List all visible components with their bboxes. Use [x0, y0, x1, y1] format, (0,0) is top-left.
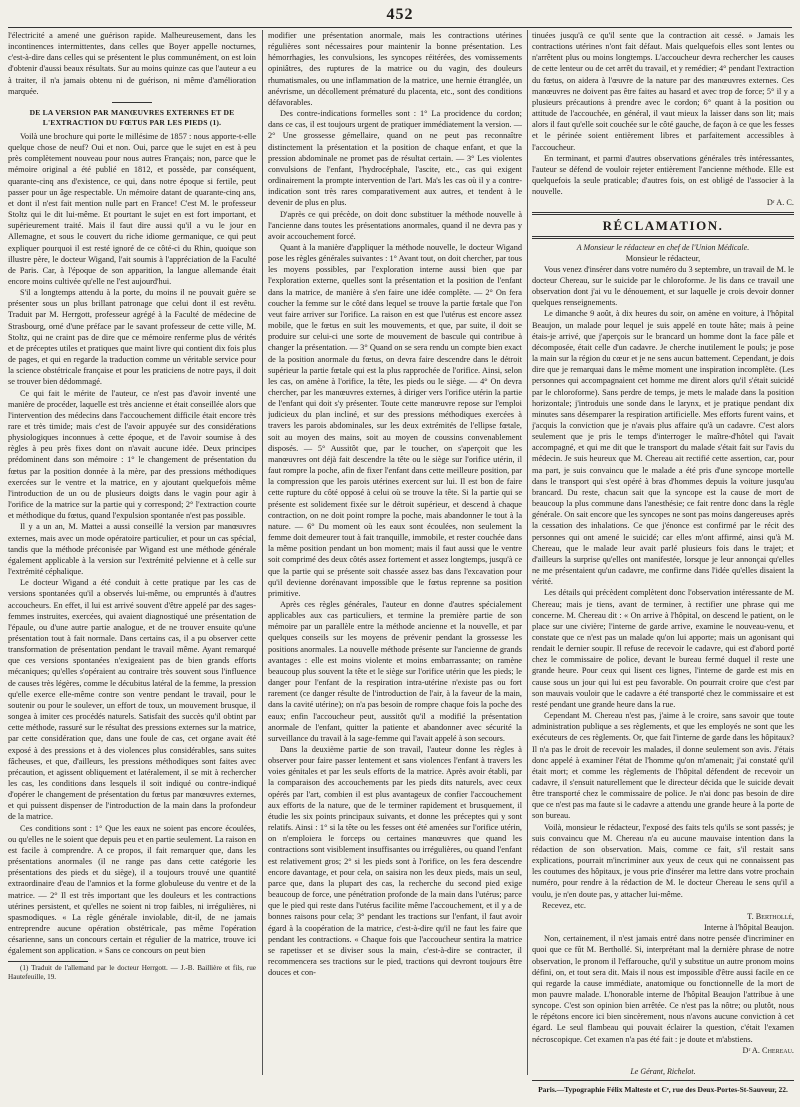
page-number: 452 [386, 6, 414, 23]
printer-imprint: Paris.—Typographie Félix Malteste et Cᵉ, rue des Deux-Portes-St-Sauveur, 22. [538, 1085, 788, 1094]
paragraph: Les détails qui précèdent complètent donc l'observation intéressante de M. Chereau; mais je tiens, avant de terminer, à rectifier une phrase qui me concerne. M. Chereau dit : « On arrive à l'hôpital, on descend le patient, on le place sur une civière; l'interne de garde arrive, examine le nouveau-venu, et constate que ce n'est pas un malade qu'on lui apporte; mais un agonisant qui rendait le dernier soupir. Il refuse de recevoir le cadavre, qui est d'abord porté chez le commissaire de police, devant le bureau fermé duquel il reste une grande heure. Pour ceux qui lisent ces lignes, l'interne de garde est mis en cause sous un jour qui lui est peu favorable. On pourrait croire que c'est par son mauvais vouloir que le cadavre a été transporté chez le commissaire et est resté pendant une grande heure dans la rue. [532, 588, 794, 709]
header-rule [8, 27, 792, 28]
paragraph: Quant à la manière d'appliquer la méthode nouvelle, le docteur Wigand pose les règles générales suivantes : 1° Avant tout, on doit chercher, par tous les moyens possibles, par l'exploration interne aussi bien que par l'exploration externe, quelles sont la présentation et la position de l'enfant dans la matrice, de manière à s'en faire une idée complète. — 2° On fera coucher la femme sur le côté dans lequel se trouve la partie fœtale que l'on veut faire arriver sur l'orifice. La raison en est que l'utérus est encore assez mobile, que le fœtus en suit les mouvements, et que, par suite, il doit se produire sur celui-ci une sorte de mouvement de bascule qui contribue à changer la présentation. — 3° Quand on se sera rendu un compte bien exact de la position anormale du fœtus, on devra faire descendre dans le détroit supérieur la partie fœtale qui est la plus rapprochée de l'orifice. Ainsi, selon les cas, on amène à l'orifice, la tête, les pieds ou le siège. — 4° On devra chercher, par les manœuvres externes, à diriger vers l'orifice utérin la partie de l'enfant qui doit s'y présenter. Toute cette manœuvre repose sur l'emploi judicieux du plan incliné, et sur des pressions méthodiques exercées à travers les parois abdominales, sur les deux extrémités de l'ellipse fœtale, soit au moyen des mains, soit au moyen de coussins convenablement disposés. — 5° Aussitôt que, par le toucher, on s'aperçoit que les manœuvres ont déjà fait descendre la tête ou le siège sur l'orifice utérin, il faut rompre la poche, afin de fixer l'enfant dans cette meilleure position, par la compression que les parois utérines exercent sur lui. Il est bon de faire cette rupture du côté opposé à celui où se trouve la tête. Si la partie qui se présente est solidement fixée sur le détroit supérieur, et descend à chaque contraction, on ne doit point rompre la poche, mais abandonner le tout à la nature. — 6° Du moment où les eaux sont écoulées, non seulement la femme doit demeurer tout à fait tranquille, immobile, et rester couchée dans la même position pendant un bon moment; mais il faut aussi que le ventre soit comprimé des deux côtés assez fortement et assez longtemps, jusqu'à ce que la partie qui se présente soit chassée assez bas dans l'excavation pour qu'il devienne dorénavant impossible que le fœtus reprenne sa position primitive. [268, 242, 522, 598]
paragraph: Après ces règles générales, l'auteur en donne d'autres spécialement applicables aux cas particuliers, et termine la première partie de son mémoire par un parallèle entre la méthode ancienne et la nouvelle, et par quelques conseils sur les moyens de prévenir pendant la grossesse les positions anormales. La nouvelle méthode présente sur l'ancienne de grands avantages : elle est moins violente et moins embarrassante; on ramène beaucoup plus souvent la tête et le siège sur l'orifice utérin que les pieds; le danger pour l'enfant de la respiration intra-utérine n'existe pas ou fort rarement (ce danger résulte de l'introduction de l'air, à la faveur de la main, dans la cavité utérine); on n'a pas besoin de rompre chaque fois la poche des eaux; enfin l'accoucheur peut, aussitôt qu'il a modifié la présentation anormale de l'enfant, quitter la patiente et abandonner avec sécurité la surveillance du travail à la sage-femme qui l'avait appelé à son secours. [268, 599, 522, 743]
gerant-line: Le Gérant, Richelot. [630, 1067, 696, 1076]
column-divider [262, 30, 263, 1075]
editor-signature: Dʳ A. Chereau. [742, 1045, 794, 1055]
paragraph: Cependant M. Chereau n'est pas, j'aime à le croire, sans savoir que toute administration publique a ses règlements, et que les employés ne sont que les exécuteurs de ces règlements. Or, que fait l'interne de garde dans les hôpitaux? Il n'a pas le droit de recevoir les malades, il donne seulement son avis. J'étais donc appelé à examiner l'état de l'homme qu'on m'amenait; j'ai constaté qu'il était mort; et comme les règlements de l'hôpital défendent de recevoir un cadavre, il s'ensuit naturellement que le directeur décida que le suicide devait être transporté chez le commissaire de police. Je n'ai donc pas besoin de dire que ce n'est pas ma faute si le cadavre a attendu une grande heure à la porte de son bureau. [532, 711, 794, 821]
paragraph: Voilà une brochure qui porte le millésime de 1857 : nous apporte-t-elle quelque chose de neuf? Oui et non. Oui, parce que le sujet en est à peu près complètement nouveau pour nous autres Français; non, parce que le mémoire original a été publié en 1812, et possède, par conséquent, quarante-cinq ans d'existence, ce qui, dans notre époque si fertile, peut passer pour un âge respectable. Un mémoire datant de quarante-cinq ans, et dont il n'est fait mention nulle part en France! C'est M. le professeur Stoltz qui le dit lui-même. Et pourtant le sujet en est fort important, et supérieurement traité. Mais il faut dire aussi qu'il a vu le jour en Allemagne, et sous le couvert du riche idiome germanique, ce qui peut expliquer pourquoi il est resté ignoré de ce côté-ci du Rhin, quoique son illustre père, le docteur Wigand, l'ait soumis à l'appréciation de la Faculté de Paris. Car, à l'époque de son apparition, la langue allemande était encore moins cultivée qu'elle ne l'est aujourd'hui. [8, 131, 256, 286]
paragraph: Dans la deuxième partie de son travail, l'auteur donne les règles à observer pour faire passer lentement et sans violences l'enfant à travers les voies génitales et par les seuls efforts de la matrice. Après avoir établi, par la comparaison des accouchements par les pieds dits naturels, avec ceux opérés par l'art, combien il est plus avantageux de confier l'accouchement aux efforts de la nature, que de le terminer rapidement et brusquement, il étudie les six points principaux suivants, et donne les préceptes qui y sont relatifs. Ainsi : 1° si la tête ou les fesses ont été amenées sur l'orifice utérin, on n'emploiera le forceps ou certaines manœuvres que quand les contractions sont visiblement insuffisantes ou irrégulières, ou quand l'enfant est relativement gros; 2° si les pieds sont à l'orifice, on les fera descendre encore davantage, et pour cela, on saisira non les deux pieds, mais un seul, parce que, dans la plupart des cas, la recherche du second pied exige beaucoup de force, une pénétration profonde de la main dans l'utérus; parce que le pied qui reste dans l'utérus facilite même l'accouchement, et il y a de bonnes raisons pour cela; 3° pendant les tractions sur l'enfant, il faut avoir égard à la coopération de la matrice, c'est-à-dire qu'il ne faut les faire que pendant les contractions. « Chaque fois que l'accoucheur sentira la matrice se rapetisser et se diviser sous la main, c'est-à-dire se contracter, il recommencera ses tractions sur le pied, tractions qui devront toujours être douces et con- [268, 745, 522, 978]
paragraph: En terminant, et parmi d'autres observations générales très intéressantes, l'auteur se défend de vouloir rejeter entièrement l'ancienne méthode. Elle est quelquefois la seule praticable; d'autres fois, on est obligé de l'associer à la nouvelle. [532, 153, 794, 197]
section-rule [112, 102, 152, 103]
letter-signature: T. Berthollé, [747, 911, 794, 921]
paragraph: tinuées jusqu'à ce qu'il sente que la contraction ait cessé. » Jamais les contractions utérines n'ont fait défaut. Mais quelquefois elles sont lentes ou n'arrêtent plus ou moins longtemps. L'accoucheur devra rechercher les causes de cette lenteur ou de cet arrêt du travail, et y remédier; 4° pendant l'extraction du fœtus, on aidera à l'œuvre de la nature par des manœuvres externes. Ces manœuvres ne doivent pas être faites au hasard et avec trop de force; 5° il y a plusieurs précautions à prendre avec le cordon; 6° quant à la position ou attitude de l'accouchée, en général, il vaut mieux la laisser dans son lit; mais alors il faut qu'elle soit couchée sur le côté gauche, de façon à ce que les fesses et le périnée soient entièrement libres et parfaitement accessibles à l'accoucheur. [532, 31, 794, 152]
paragraph: Des contre-indications formelles sont : 1° La procidence du cordon; dans ce cas, il est toujours urgent de pratiquer immédiatement la version. — 2° Une grossesse gémellaire, quand on ne peut pas reconnaître distinctement la présentation et la position de chaque enfant, et que la pression abdominale ne promet pas de résultat certain. — 3° Les violentes convulsions de l'enfant, l'hydrocéphale, l'ascite, etc., cas qui exigent ordinairement la prompte intervention de l'art. Ma's les cas où il y a contre-indication sont très rares comparativement aux autres, et tendent à le devenir de plus en plus. [268, 109, 522, 208]
paragraph: Il y a un an, M. Mattei a aussi conseillé la version par manœuvres externes, mais avec un mode opératoire particulier, et pour un cas spécial, tandis que la méthode préconisée par Wigand est une méthode générale également applicable à la version sur l'extrémité pelvienne et à celle sur l'extrémité céphalique. [8, 522, 256, 577]
letter-signature-title: Interne à l'hôpital Beaujon. [704, 923, 794, 933]
paragraph: l'électricité a amené une guérison rapide. Malheureusement, dans les incontinences intermittentes, dans celles que Boyer appelle nocturnes, c'est-à-dire dans celles qui se présentent le plus communément, on est loin d'obtenir d'aussi beaux résultats. Sur au moins quinze cas que l'auteur a eu à traiter, il n'a jamais obtenu ni de guérison, ni même d'amélioration marquée. [8, 31, 256, 96]
column-middle [268, 30, 522, 1075]
paragraph: Non, certainement, il n'est jamais entré dans notre pensée d'incriminer en quoi que ce fût M. Berthollé. Si, interprétant mal la dernière phrase de notre observation, le pronom il l'effarouche, qu'il y substitue un autre pronom moins défini, on, et tout sera dit. Mais il nous est impossible d'être aussi facile en ce qui regarde la cause immédiate, anatomique ou fonctionnelle de la mort de mon pauvre malade. L'honorable interne de l'hôpital Beaujon l'attribue à une syncope. C'est son opinion bien arrêtée. Ce n'est pas la nôtre; ou plutôt, nous le répétons encore ici bien sincèrement, nous n'avons aucune conviction à cet égard. Le seul flambeau qui pouvait éclairer la question, c'était l'examen nécroscopique. Cet examen n'a pas été fait : je doute et m'abstiens. [532, 934, 794, 1044]
letter-closing: Recevez, etc. [542, 900, 586, 910]
footnote: (1) Traduit de l'allemand par le docteur Herrgott. — J.-B. Baillière et fils, rue Hautefeuille, 19. [8, 963, 256, 981]
letter-salutation: Monsieur le rédacteur, [625, 253, 701, 263]
paragraph: Le dimanche 9 août, à dix heures du soir, on amène en voiture, à l'hôpital Beaujon, un malade pour lequel je suis appelé en toute hâte; mais à peine étais-je arrivé, que j'aperçois sur le brancard un homme dont la face pâle et décomposée, était celle d'un cadavre. Je cherche inutilement le pouls; je pose la main sur la région du cœur et je ne sens aucun battement. Cependant, je dois dire que je remarquai dans le même moment une inspiration incomplète. (Les personnes qui accompagnaient cet homme me dirent alors qu'il s'était suicidé par le chloroforme). Sans perdre de temps, je mets le malade dans la position horizontale; j'introduis une sonde dans le larynx, et je pratique pendant dix minutes sans désemparer la respiration artificielle. Mes efforts furent vains, et j'acquis la conviction que je n'avais plus affaire qu'à un cadavre. C'est alors seulement que je pris le temps d'interroger le maître-d'hôtel qui l'avait accompagné, et qui me dit que le transport du malade s'était fait sur l'avis du médecin. Je suis heureux que M. Chereau ait rectifié cette assertion, car, pour ma part, je suis convaincu que le malade a été pris d'une syncope mortelle dans le transport qui s'est opéré à bras d'hommes depuis la voiture jusqu'au brancard. Du reste, chacun sait que la syncope est la cause de mort de beaucoup la plus commune dans l'anesthésie; ce fait rentre donc dans la règle générale. On sait encore que les syncopes ne sont pas moins dangereuses après la cessation des inhalations. Ce que j'énonce est confirmé par le récit des personnes qui ont amené le suicidé; car elles m'ont affirmé, ainsi qu'à M. Chereau, que le malade leur avait parlé plusieurs fois dans le trajet; et d'ailleurs la surprise qu'elles ont manifestée, lorsque je leur annonçai qu'elles ne me présentaient qu'un cadavre, me confirme dans l'idée qu'elles disaient la vérité. [532, 309, 794, 587]
article-signature: Dʳ A. C. [766, 198, 794, 208]
paragraph: S'il a longtemps attendu à la porte, du moins il ne pouvait guère se présenter sous un plus brillant patronage que celui dont il est revêtu. Traduit par M. Herrgott, professeur agrégé à la Faculté de médecine de Strasbourg, orné d'une préface par le savant professeur de cette ville, M. Stoltz, qui ne craint pas de dire que ce mémoire renferme plus de vérités et de préceptes utiles et pratiques que maint livre qui contient dix fois plus de pages, et qui en regarde la traduction comme un véritable service pour la science obstétricale française et pour les praticiens de notre pays, il doit se trouver bien dédommagé. [8, 288, 256, 387]
section-rule [532, 236, 794, 239]
paragraph: Le docteur Wigand a été conduit à cette pratique par les cas de versions spontanées qu'il a observés lui-même, ou empruntés à d'autres accoucheurs. En effet, il lui est arrivé souvent d'être appelé par des sages-femmes instruites, exercées, qui avaient diagnostiqué une présentation de l'épaule, ou d'une autre partie analogue, et de ne trouver ensuite qu'une présentation tout à fait normale. Dans certains cas, il a pu observer cette transformation de présentation pendant le travail même. Ayant remarqué que ces versions spontanées n'exigeaient pas de bien grands efforts mécaniques; qu'elles s'opéraient au contraire très souvent sous l'influence de causes très légères, comme le décubitus latéral de la femme, la pression qu'elle exerce elle-même contre son ventre pendant le travail, pour le soutenir ou pour le soulever, un effort de toux, un mouvement brusque, il songea à imiter ces procédés naturels. Satisfait des succès qu'il obtint par cette méthode, rassuré sur le résultat des pressions externes sur la matrice, par cette considération que, dans une foule de cas, cet organe avait été exposé à des pressions et à des violences plus considérables, sans suites fâcheuses, et que, d'ailleurs, les pressions méthodiques sont faites avec précaution, et agissent obliquement et latéralement, il se mit à rechercher les cas, les conditions dans lesquels il soit indiqué ou contre-indiqué d'opérer le changement de présentation du fœtus par manœuvres externes, et qui puissent dispenser de l'introduction de la main dans la profondeur de la matrice. [8, 578, 256, 822]
article-heading: DE LA VERSION PAR MANŒUVRES EXTERNES ET DE L'EXTRACTION DU FŒTUS PAR LES PIEDS (1). [29, 107, 235, 127]
paragraph: Ces conditions sont : 1° Que les eaux ne soient pas encore écoulées, ou qu'elles ne le soient que depuis peu et en partie seulement. La raison en est facile à comprendre. A ce propos, il fait remarquer que, dans les présentations anormales (il ne range pas dans cette catégorie les présentations des pieds et du siège), il a toujours trouvé une quantité extraordinaire d'eau de l'amnios et la forme globuleuse du ventre et de la matrice. — 2° Il est très important que les douleurs et les contractions utérines persistent, et qu'elles ne soient ni trop faibles, ni irrégulières, ni spasmodiques. « La règle générale inviolable, dit-il, de ne jamais entreprendre aucune opération obstétricale, pas même l'opération césarienne, sans un concours certain et régulier de la matrice, trouve ici également son application. » Sans ce concours on peut bien [8, 823, 256, 956]
section-rule [532, 212, 794, 215]
column-divider [527, 30, 528, 1075]
letter-address: A Monsieur le rédacteur en chef de l'Union Médicale. [576, 242, 750, 252]
paragraph: D'après ce qui précède, on doit donc substituer la méthode nouvelle à l'ancienne dans toutes les présentations anormales, quand il ne devra pas y avoir accouchement forcé. [268, 209, 522, 241]
column-left [8, 30, 256, 1075]
column-right [532, 30, 794, 1075]
paragraph: Ce qui fait le mérite de l'auteur, ce n'est pas d'avoir inventé une manière de procéder, laquelle est très ancienne et était conseillée alors que l'intervention des médecins dans l'accouchement difficile était encore très rare et très timide; mais c'est de l'avoir appuyée sur des considérations physiologiques inconnues à cette époque, et de l'avoir soumise à des règles à peu près fixes dont on n'avait aucune idée. Deux principes prédominent dans son mémoire : 1° le changement de présentation du fœtus par la position donnée à la mère, par des pressions méthodiques exercées sur le ventre et la matrice, en y ajoutant quelquefois même l'introduction de un ou de plusieurs doigts dans le vagin pour agir à l'orifice de la matrice sur la partie qui y correspond; 2° l'extraction courte et méthodique du fœtus, quand l'expulsion spontanée n'est pas possible. [8, 388, 256, 521]
footer-rule [532, 1080, 794, 1081]
paragraph: Voilà, monsieur le rédacteur, l'exposé des faits tels qu'ils se sont passés; je suis convaincu que M. Chereau n'a eu aucune mauvaise intention dans la rédaction de son observation. Mais, comme ce fait, s'il restait sans explications, pourrait m'incriminer aux yeux de ceux qui ne connaissent pas les coutumes des hôpitaux, je vous prie d'insérer ma lettre dans votre prochain numéro, pour rendre à la rédaction de M. le docteur Chereau le sens qu'il a voulu, je n'en doute pas, y attacher lui-même. [532, 822, 794, 899]
reclamation-heading: RÉCLAMATION. [602, 217, 724, 233]
paragraph: modifier une présentation anormale, mais les contractions utérines régulières sont nécessaires pour maintenir la bonne présentation. Les hémorrhagies, les convulsions, les syncopes réitérées, des vomissements opiniâtres, des ruptures de la matrice ou du vagin, des douleurs rhumatismales, ou une inflammation de la matrice, une hernie étranglée, un anévrisme, un décollement prématuré du placenta, etc., sont des conditions défavorables. [268, 31, 522, 107]
footnote-rule [8, 961, 88, 962]
paragraph: Vous venez d'insérer dans votre numéro du 3 septembre, un travail de M. le docteur Chereau, sur le suicide par le chloroforme. Je lis dans ce travail une observation dont j'ai vu le dénouement, et sur laquelle je crois devoir donner quelques renseignements. [532, 264, 794, 308]
